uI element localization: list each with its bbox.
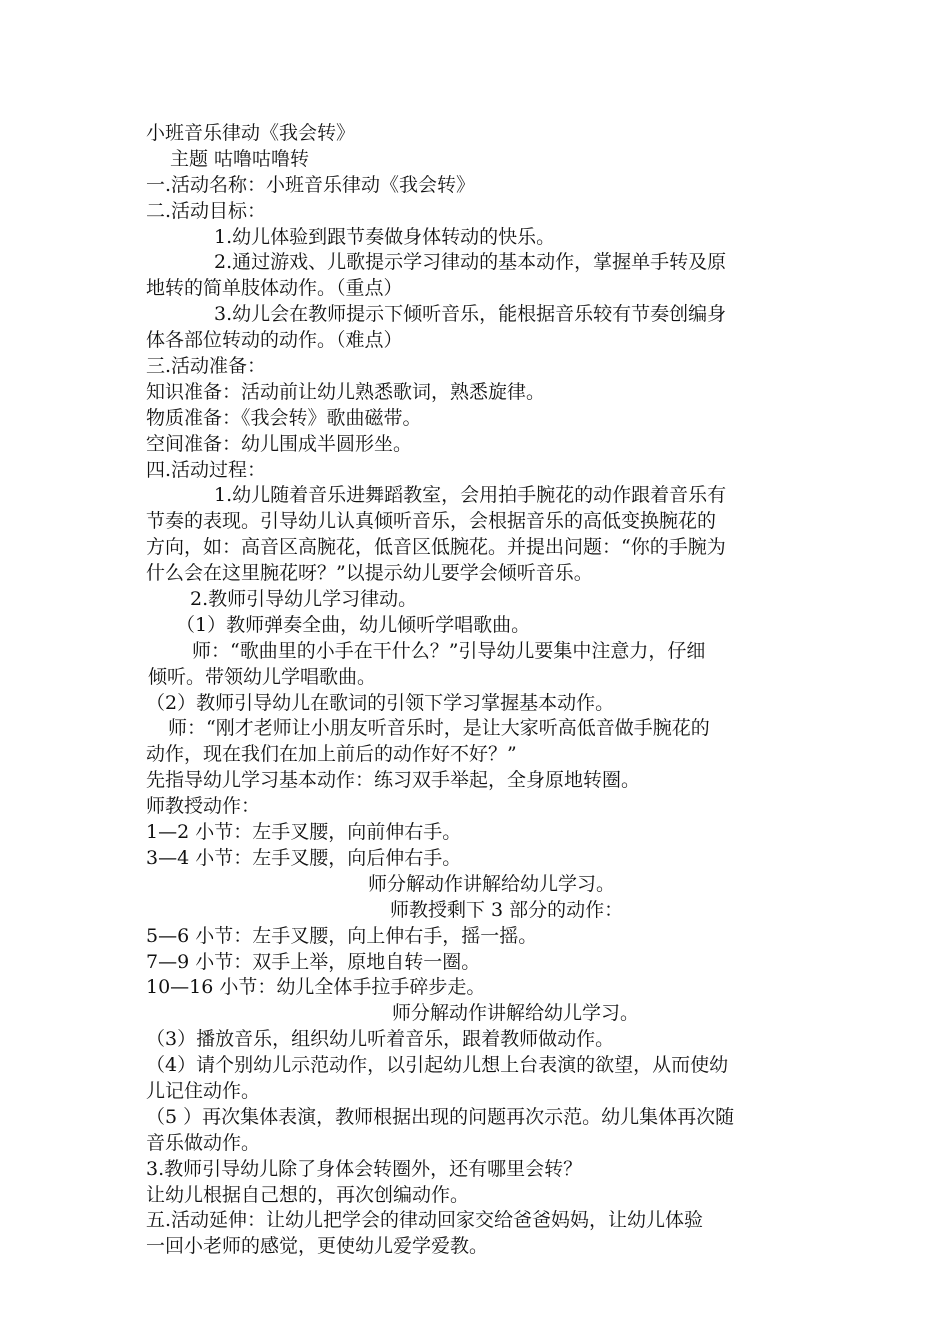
process-paragraph: 什么会在这里腕花呀？”以提示幼儿要学会倾听音乐。 <box>146 562 593 585</box>
process-substep: （1）教师弹奏全曲，幼儿倾听学唱歌曲。 <box>176 613 531 636</box>
process-step: 2.教师引导幼儿学习律动。 <box>190 588 418 611</box>
measure-line: 10—16 小节：幼儿全体手拉手碎步走。 <box>146 976 486 999</box>
goal-item: 1.幼儿体验到跟节奏做身体转动的快乐。 <box>214 225 556 248</box>
process-paragraph: 方向，如：高音区高腕花，低音区低腕花。并提出问题：“你的手腕为 <box>146 536 726 559</box>
process-paragraph: 1.幼儿随着音乐进舞蹈教室，会用拍手腕花的动作跟着音乐有 <box>214 484 727 507</box>
section-heading: 三.活动准备： <box>146 355 267 378</box>
section-heading: 四.活动过程： <box>146 458 267 481</box>
process-step: 3.教师引导幼儿除了身体会转圈外，还有哪里会转？ <box>146 1157 583 1180</box>
measure-line: 5—6 小节：左手叉腰，向上伸右手，摇一摇。 <box>146 924 538 947</box>
preparation-line: 物质准备：《我会转》歌曲磁带。 <box>146 406 422 429</box>
teacher-dialogue: 师：“歌曲里的小手在干什么？”引导幼儿要集中注意力，仔细 <box>192 639 706 662</box>
process-line: 让幼儿根据自己想的，再次创编动作。 <box>146 1183 470 1206</box>
goal-item: 3.幼儿会在教师提示下倾听音乐，能根据音乐较有节奏创编身 <box>214 303 727 326</box>
goal-item: 2.通过游戏、儿歌提示学习律动的基本动作，掌握单手转及原 <box>214 251 727 274</box>
teacher-dialogue-continued: 倾听。带领幼儿学唱歌曲。 <box>148 665 377 688</box>
section-heading: 一.活动名称：小班音乐律动《我会转》 <box>146 173 476 196</box>
extension-continued: 一回小老师的感觉，更使幼儿爱学爱教。 <box>146 1235 489 1258</box>
measure-line: 3—4 小节：左手叉腰，向后伸右手。 <box>146 846 462 869</box>
section-heading: 五.活动延伸：让幼儿把学会的律动回家交给爸爸妈妈，让幼儿体验 <box>146 1209 704 1232</box>
process-substep-continued: 音乐做动作。 <box>146 1131 261 1154</box>
document-body <box>146 121 810 1260</box>
measure-line: 1—2 小节：左手叉腰，向前伸右手。 <box>146 821 462 844</box>
section-heading: 二.活动目标： <box>146 199 267 222</box>
goal-item-continued: 体各部位转动的动作。（难点） <box>146 329 403 352</box>
theme-line: 主题 咕噜咕噜转 <box>170 147 310 170</box>
process-substep: （2）教师引导幼儿在歌词的引领下学习掌握基本动作。 <box>146 691 615 714</box>
teacher-dialogue: 师：“刚才老师让小朋友听音乐时，是让大家听高低音做手腕花的 <box>168 717 710 740</box>
process-paragraph: 节奏的表现。引导幼儿认真倾听音乐，会根据音乐的高低变换腕花的 <box>146 510 717 533</box>
process-substep: （3）播放音乐，组织幼儿听着音乐，跟着教师做动作。 <box>146 1028 615 1051</box>
document-title: 小班音乐律动《我会转》 <box>146 122 356 144</box>
preparation-line: 知识准备：活动前让幼儿熟悉歌词，熟悉旋律。 <box>146 380 546 403</box>
centered-note: 师分解动作讲解给幼儿学习。 <box>392 1002 640 1025</box>
preparation-line: 空间准备：幼儿围成半圆形坐。 <box>146 432 413 455</box>
process-substep: （4）请个别幼儿示范动作，以引起幼儿想上台表演的欲望，从而使幼 <box>146 1054 729 1077</box>
measure-line: 7—9 小节：双手上举，原地自转一圈。 <box>146 950 481 973</box>
centered-note: 师分解动作讲解给幼儿学习。 <box>368 872 616 895</box>
process-substep: （5 ）再次集体表演，教师根据出现的问题再次示范。幼儿集体再次随 <box>146 1105 735 1128</box>
teacher-dialogue-continued: 动作，现在我们在加上前后的动作好不好？” <box>146 743 517 766</box>
process-line: 师教授动作： <box>146 795 261 818</box>
centered-note: 师教授剩下 3 部分的动作： <box>390 898 624 921</box>
process-substep-continued: 儿记住动作。 <box>146 1079 261 1102</box>
goal-item-continued: 地转的简单肢体动作。（重点） <box>146 277 403 300</box>
process-line: 先指导幼儿学习基本动作：练习双手举起，全身原地转圈。 <box>146 769 641 792</box>
